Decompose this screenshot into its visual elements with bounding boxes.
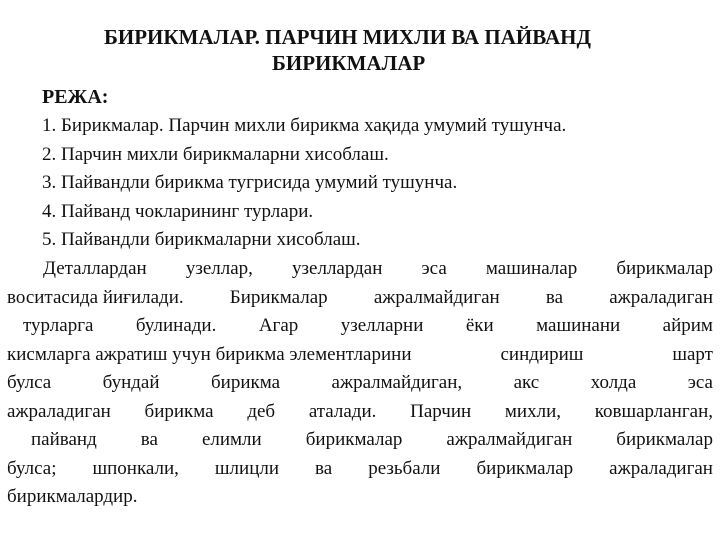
word: кисмларга ажратиш учун бирикма элементларини bbox=[7, 343, 412, 365]
word: бирикмалар bbox=[305, 429, 403, 450]
word: синдириш bbox=[500, 343, 584, 365]
word: ёки bbox=[465, 315, 494, 336]
word: Агар bbox=[258, 315, 299, 336]
word: аталади. bbox=[308, 400, 377, 422]
word: ва bbox=[315, 457, 333, 479]
word: Парчин bbox=[410, 400, 472, 422]
word: резьбали bbox=[368, 457, 441, 479]
word: эса bbox=[421, 258, 447, 279]
plan-item: 5. Пайвандли бирикмаларни хисоблаш. bbox=[42, 229, 361, 250]
word: ажралмайдиган bbox=[446, 429, 573, 450]
plan-item: 1. Бирикмалар. Парчин михли бирикма хақида умумий тушунча. bbox=[42, 115, 567, 136]
word: деб bbox=[247, 400, 276, 422]
word: ажраладиган bbox=[609, 286, 713, 308]
word: узеллар, bbox=[185, 258, 253, 279]
body-paragraph bbox=[7, 255, 713, 512]
document-title-line-2: БИРИКМАЛАР bbox=[272, 51, 426, 75]
document-title-line-1: БИРИКМАЛАР. ПАРЧИН МИХЛИ ВА ПАЙВАНД bbox=[104, 25, 591, 49]
plan-item: 4. Пайванд чокларининг турлари. bbox=[42, 200, 314, 222]
word: Деталлардан bbox=[43, 258, 147, 279]
word: бирикмалар bbox=[616, 429, 713, 450]
word: ажралмайдиган bbox=[373, 286, 500, 308]
word: турларга bbox=[23, 315, 94, 336]
word: эса bbox=[687, 372, 713, 393]
word: бирикмалардир. bbox=[7, 486, 138, 507]
plan-item: 2. Парчин михли бирикмаларни хисоблаш. bbox=[42, 143, 389, 165]
paragraph-line bbox=[7, 483, 713, 512]
word: бирикмалар bbox=[476, 457, 574, 479]
word: бирикмалар bbox=[616, 258, 713, 279]
word: булса; bbox=[7, 457, 57, 479]
paragraph-line bbox=[7, 312, 713, 341]
word: бирикма bbox=[144, 400, 214, 422]
plan-list bbox=[42, 112, 566, 255]
word: шлицли bbox=[214, 457, 280, 479]
paragraph-line bbox=[7, 284, 713, 313]
word: холда bbox=[590, 372, 637, 393]
word: акс bbox=[513, 372, 540, 393]
plan-heading: РЕЖА: bbox=[42, 86, 109, 108]
paragraph-line bbox=[7, 455, 713, 484]
word: михли, bbox=[504, 400, 561, 422]
word: машинани bbox=[536, 315, 621, 336]
word: шпонкали, bbox=[92, 457, 179, 479]
paragraph-line bbox=[7, 398, 713, 427]
paragraph-line bbox=[7, 255, 713, 284]
word: ковшарланган, bbox=[594, 400, 713, 422]
paragraph-line bbox=[7, 369, 713, 398]
word: бирикма bbox=[211, 372, 281, 393]
paragraph-line bbox=[7, 341, 713, 370]
word: ажралмайдиган, bbox=[331, 372, 463, 393]
word: машиналар bbox=[485, 258, 578, 279]
word: булса bbox=[7, 372, 52, 393]
word: пайванд bbox=[31, 429, 97, 450]
word: айрим bbox=[662, 315, 713, 336]
word: воситасида йиғилади. bbox=[7, 286, 184, 308]
word: Бирикмалар bbox=[229, 286, 328, 308]
word: ва bbox=[140, 429, 158, 450]
word: узелларни bbox=[340, 315, 424, 336]
word: ва bbox=[545, 286, 564, 308]
plan-item: 3. Пайвандли бирикма тугрисида умумий тушунча. bbox=[42, 172, 458, 193]
word: ажраладиган bbox=[609, 457, 713, 479]
paragraph-line bbox=[7, 426, 713, 455]
word: бундай bbox=[102, 372, 160, 393]
word: узеллардан bbox=[292, 258, 383, 279]
word: булинади. bbox=[135, 315, 217, 336]
word: шарт bbox=[672, 343, 713, 365]
word: ажраладиган bbox=[7, 400, 111, 422]
word: елимли bbox=[201, 429, 262, 450]
